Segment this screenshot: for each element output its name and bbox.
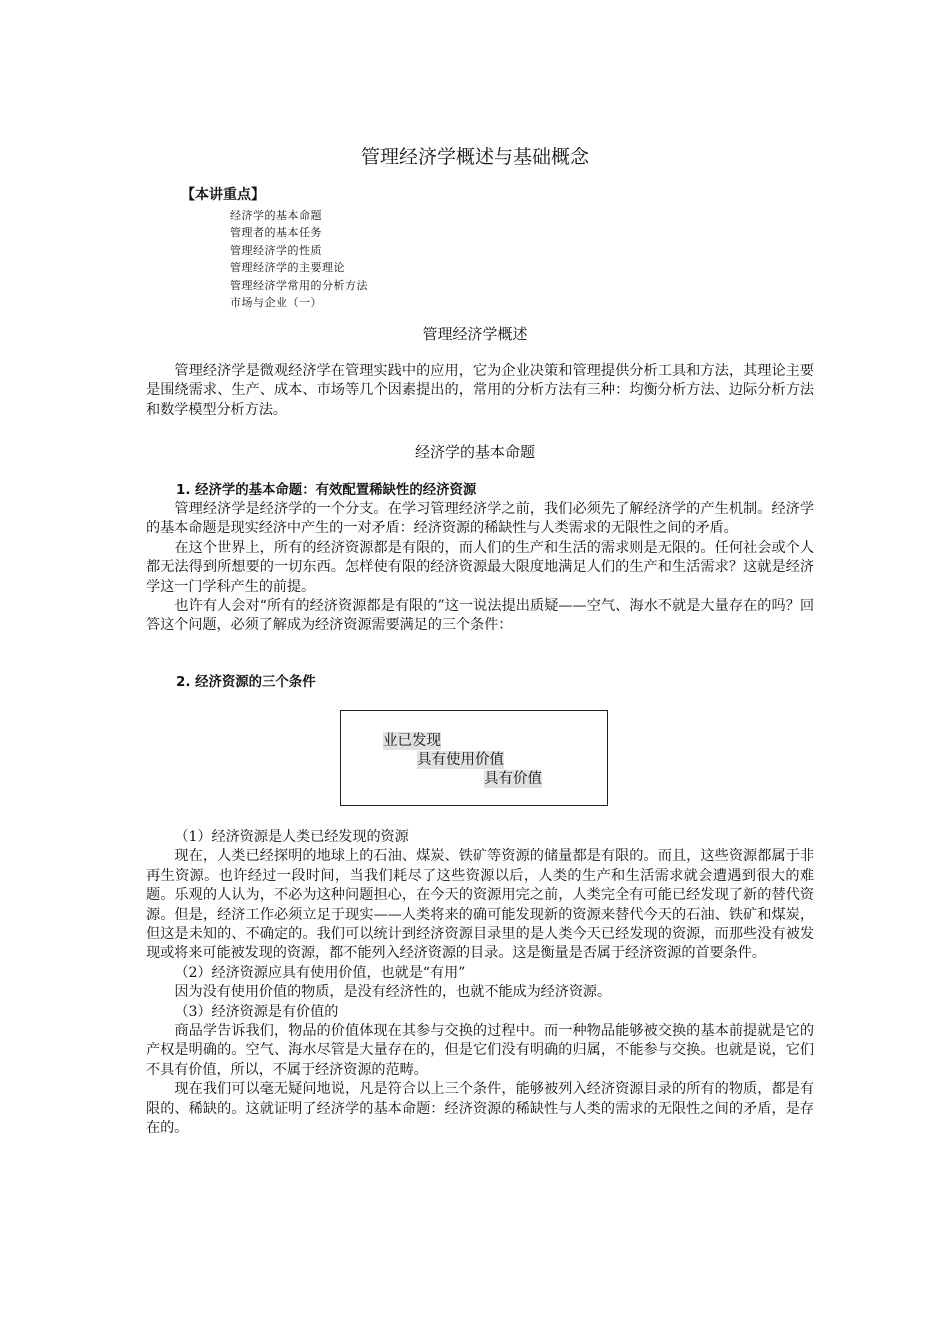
body-paragraph: 现在我们可以毫无疑问地说，凡是符合以上三个条件，能够被列入经济资源目录的所有的物质，都是有限的、稀缺的。这就证明了经济学的基本命题：经济资源的稀缺性与人类的需求的无限性之间的矛盾，是存在的。 bbox=[146, 1081, 814, 1137]
condition-heading: （1）经济资源是人类已经发现的资源 bbox=[174, 829, 409, 845]
key-point-item: 经济学的基本命题 bbox=[230, 209, 322, 222]
body-paragraph: 现在，人类已经探明的地球上的石油、煤炭、铁矿等资源的储量都是有限的。而且，这些资源都属于非再生资源。也许经过一段时间，当我们耗尽了这些资源以后，人类的生产和生活需求就会遭遇到很大的难题。乐观的人认为，不必为这种问题担心，在今天的资源用完之前，人类完全有可能已经发现了新的替代资源。但是，经济工作必须立足于现实——人类将来的确可能发现新的资源来替代今天的石油、铁矿和煤炭，但这是未知的、不确定的。我们可以统计到经济资源目录里的是人类今天已经发现的资源，而那些没有被发现或将来可能被发现的资源，都不能列入经济资源的目录。这是衡量是否属于经济资源的首要条件。 bbox=[146, 848, 814, 962]
overview-body bbox=[146, 362, 814, 420]
diagram-item-value: 具有价值 bbox=[484, 771, 542, 787]
three-conditions-diagram bbox=[340, 710, 608, 806]
propositions-body-1 bbox=[146, 500, 814, 636]
key-point-item: 管理经济学的主要理论 bbox=[230, 261, 345, 275]
subheading-2: 2. 经济资源的三个条件 bbox=[176, 675, 316, 690]
key-points-heading: 【本讲重点】 bbox=[181, 187, 265, 203]
key-point-item: 管理者的基本任务 bbox=[230, 226, 322, 240]
key-point-item: 市场与企业（一） bbox=[230, 296, 322, 310]
condition-heading: （2）经济资源应具有使用价值，也就是“有用” bbox=[174, 964, 466, 981]
diagram-item-discovered: 业已发现 bbox=[383, 733, 441, 749]
body-paragraph: 也许有人会对“所有的经济资源都是有限的”这一说法提出质疑——空气、海水不就是大量存在的吗？回答这个问题，必须了解成为经济资源需要满足的三个条件： bbox=[146, 598, 814, 634]
body-paragraph: 管理经济学是经济学的一个分支。在学习管理经济学之前，我们必须先了解经济学的产生机制。经济学的基本命题是现实经济中产生的一对矛盾：经济资源的稀缺性与人类需求的无限性之间的矛盾。 bbox=[146, 501, 814, 537]
propositions-body-2 bbox=[146, 828, 814, 1139]
propositions-heading: 经济学的基本命题 bbox=[414, 443, 535, 461]
overview-heading: 管理经济学概述 bbox=[422, 325, 528, 343]
subheading-1: 1. 经济学的基本命题：有效配置稀缺性的经济资源 bbox=[176, 483, 477, 498]
document-title: 管理经济学概述与基础概念 bbox=[360, 146, 589, 168]
body-paragraph: 在这个世界上，所有的经济资源都是有限的，而人们的生产和生活的需求则是无限的。任何社会或个人都无法得到所想要的一切东西。怎样使有限的经济资源最大限度地满足人们的生产和生活需求？这就是经济学这一门学科产生的前提。 bbox=[146, 539, 814, 595]
body-paragraph: 因为没有使用价值的物质，是没有经济性的，也就不能成为经济资源。 bbox=[174, 984, 612, 1001]
body-paragraph: 商品学告诉我们，物品的价值体现在其参与交换的过程中。而一种物品能够被交换的基本前提就是它的产权是明确的。空气、海水尽管是大量存在的，但是它们没有明确的归属，不能参与交换。也就是说，它们不具有价值，所以，不属于经济资源的范畴。 bbox=[146, 1023, 814, 1078]
key-points-list bbox=[230, 207, 368, 311]
key-point-item: 管理经济学常用的分析方法 bbox=[230, 278, 368, 292]
condition-heading: （3）经济资源是有价值的 bbox=[174, 1003, 339, 1020]
key-point-item: 管理经济学的性质 bbox=[230, 243, 322, 257]
overview-paragraph: 管理经济学是微观经济学在管理实践中的应用，它为企业决策和管理提供分析工具和方法，其理论主要是围绕需求、生产、成本、市场等几个因素提出的，常用的分析方法有三种：均衡分析方法、边际分析方法和数学模型分析方法。 bbox=[146, 363, 814, 418]
diagram-item-use-value: 具有使用价值 bbox=[417, 752, 504, 768]
